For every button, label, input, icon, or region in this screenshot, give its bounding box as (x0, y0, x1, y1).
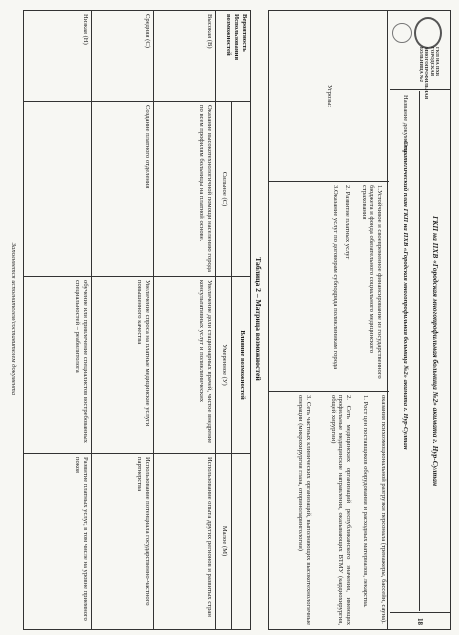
header-doc-cell (390, 91, 419, 611)
col-header-moderate: Умеренное (У) (221, 344, 228, 386)
threats-table (268, 10, 389, 630)
seal-icon (392, 23, 412, 43)
corner-usage: Использования возможностей (225, 14, 240, 61)
threat-item-3: 3. Сеть частных клинических организаций, выполняющих высокотехнологичные операции (микрохирургия глаза, оториноларингология) (297, 395, 312, 625)
row-label-medium: Средняя (С) (144, 14, 151, 48)
matrix-hline (91, 11, 92, 629)
matrix-cell: Увеличение спроса на платные медицинские услуги повышенного качества (136, 280, 151, 427)
matrix-hline (215, 11, 216, 629)
hospital-logo-icon (414, 17, 442, 49)
matrix-vline (24, 453, 250, 454)
logo-cell (390, 11, 450, 100)
row-label-low: Низкая (Н) (82, 14, 89, 45)
logo-text: ГКП НА ПХВ ГОРОДСКАЯ МНОГОПРОФИЛЬНАЯ БОЛЬНИЦА №2 (418, 47, 440, 100)
opportunity-item-3: 3.Оказание услуг по договорам субподряда поликлиникам города (332, 185, 339, 370)
opportunity-item-2: 2. Развитие платных услуг (344, 185, 351, 260)
matrix-cell: Использование опыта других регионов и развитых стран (206, 457, 213, 617)
col-header-small: Малое (М) (221, 525, 228, 557)
matrix-cell: Использование потенциала государственно-частного партнерства (136, 457, 151, 606)
header-title: ГКП на ПХВ «Городская многопрофильная больница №2» акимата г. Нур-Султан (431, 215, 440, 487)
threat-item-1: 1. Рост цен поставщиков оборудования и расходных материалов, лекарства. (362, 395, 369, 608)
opportunities-matrix (23, 10, 251, 630)
threats-items-cell (269, 391, 389, 629)
document-header (387, 10, 451, 630)
row-label-high: Высокая (В) (206, 14, 213, 49)
page-number: 18 (416, 618, 424, 625)
table-2-title: Таблица 2 – Матрица возможностей (254, 257, 263, 381)
page-number-cell (390, 612, 450, 630)
opportunity-item-1: 1.Устойчивое и своевременное финансирование из государственного бюджета и фонда обязательного социального медицинского страхования (360, 185, 383, 379)
threats-top-text: оказания психоэмоциональной разгрузки персонала (тренажеры, бассейн, сауна). (380, 395, 387, 624)
doc-label: Название документа: (402, 95, 409, 155)
matrix-hline (231, 101, 232, 629)
threats-label: Угрозы: (326, 84, 333, 108)
footer-note: Заполняется исполнителем/составителем документа (10, 242, 17, 396)
matrix-cell: Оказание высокотехнологичной помощи населению города по всем профилям больницы на платной основе. (198, 105, 213, 272)
header-title-cell (419, 91, 450, 611)
matrix-cell: Создание платного отделения (144, 105, 151, 189)
matrix-vline (24, 101, 250, 102)
matrix-cell: Развитие платных услуг, в том числе на уровне приемного покоя (74, 457, 89, 621)
doc-name: Стратегический план ГКП на ПХВ «Городская многопрофильная больница №2» акимата г. Нур-Султан (402, 141, 409, 450)
matrix-vline (24, 276, 250, 277)
matrix-cell: Увеличение доли стационарных врачей, чистое внедрение консультативных услуг и поликлинических (198, 280, 213, 444)
threats-label-cell (269, 11, 389, 182)
matrix-hline (153, 11, 154, 629)
corner-probability: Вероятность (241, 14, 248, 52)
threat-item-2: 2. Сеть медицинских организаций республиканского значения, имеющих профильные медицинские направления, оказывающих ВТМУ (кардиохирургия, общей хирургии) (329, 395, 352, 625)
impact-header: Влияние возможностей (239, 330, 246, 400)
matrix-cell: обучение или привлечение специалистов востребованных специальностей – реабилитолога (74, 280, 89, 443)
threats-opportunities-cell (269, 181, 389, 392)
col-header-strong: Сильное (С) (221, 171, 228, 207)
